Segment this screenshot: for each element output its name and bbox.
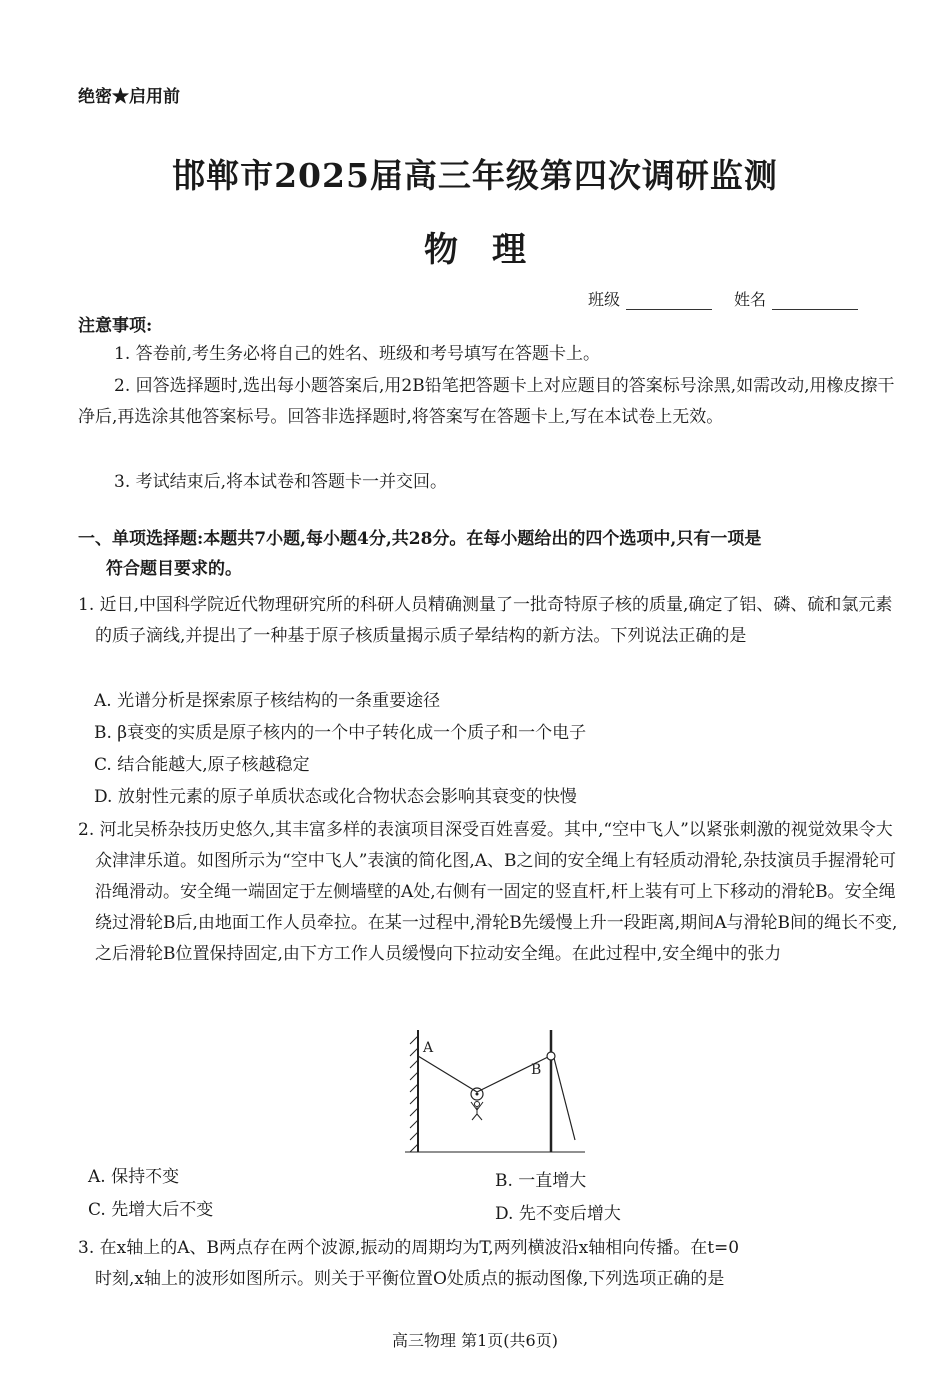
name-label: 姓名 — [734, 290, 767, 309]
confidential-mark: 绝密★启用前 — [78, 87, 180, 107]
note-item: 3. 考试结束后,将本试卷和答题卡一并交回。 — [114, 472, 448, 492]
name-blank — [772, 293, 858, 310]
q1-option-a: A. 光谱分析是探索原子核结构的一条重要途径 — [94, 691, 441, 711]
note-item: 2. 回答选择题时,选出每小题答案后,用2B铅笔把答题卡上对应题目的答案标号涂黑,如需改动,用橡皮擦干净后,再选涂其他答案标号。回答非选择题时,将答案写在答题卡上,写在本试卷上无效。 — [78, 376, 895, 427]
subject-title: 物理 — [424, 230, 560, 270]
question-3-line2: 时刻,x轴上的波形如图所示。则关于平衡位置O处质点的振动图像,下列选项正确的是 — [95, 1269, 725, 1289]
section-heading — [78, 524, 904, 584]
pulled-rope — [554, 1058, 575, 1140]
label-b: B — [531, 1062, 542, 1078]
acrobat-figure — [471, 1102, 483, 1121]
rope-left — [418, 1056, 477, 1092]
name-field — [734, 287, 858, 310]
label-a: A — [423, 1040, 434, 1056]
note-item: 1. 答卷前,考生务必将自己的姓名、班级和考号填写在答题卡上。 — [114, 344, 601, 364]
class-field — [588, 287, 712, 310]
section-heading-line: 符合题目要求的。 — [106, 559, 242, 579]
pulley-diagram — [405, 1022, 585, 1162]
class-blank — [626, 293, 712, 310]
student-info — [588, 287, 858, 310]
q2-option-d: D. 先不变后增大 — [495, 1204, 621, 1224]
question-2-stem: 2. 河北吴桥杂技历史悠久,其丰富多样的表演项目深受百姓喜爱。其中,“空中飞人”以紧张刺激的视觉效果令大众津津乐道。如图所示为“空中飞人”表演的简化图,A、B之间的安全绳上有轻质动滑轮,杂技演员手握滑轮可沿绳滑动。安全绳一端固定于左侧墙壁的A处,右侧有一固定的竖直杆,杆上装有可上下移动的滑轮B。安全绳绕过滑轮B后,由地面工作人员牵拉。在某一过程中,滑轮B先缓慢上升一段距离,期间A与滑轮B间的绳长不变,之后滑轮B位置保持固定,由下方工作人员缓慢向下拉动安全绳。在此过程中,安全绳中的张力 — [78, 820, 898, 964]
notes-title: 注意事项: — [78, 316, 153, 336]
q2-option-c: C. 先增大后不变 — [88, 1200, 214, 1220]
class-label: 班级 — [588, 290, 621, 309]
q1-option-b: B. β衰变的实质是原子核内的一个中子转化成一个质子和一个电子 — [94, 723, 587, 743]
q2-option-a: A. 保持不变 — [88, 1167, 180, 1187]
q1-option-c: C. 结合能越大,原子核越稳定 — [94, 755, 310, 775]
section-heading-line: 一、单项选择题:本题共7小题,每小题4分,共28分。在每小题给出的四个选项中,只有一项是 — [78, 529, 762, 549]
wall-hatch — [410, 1036, 418, 1152]
question-3-line1: 3. 在x轴上的A、B两点存在两个波源,振动的周期均为T,两列横波沿x轴相向传播。在t=0 — [78, 1238, 740, 1258]
q1-option-d: D. 放射性元素的原子单质状态或化合物状态会影响其衰变的快慢 — [94, 787, 577, 807]
q2-option-b: B. 一直增大 — [495, 1171, 587, 1191]
question-1-stem: 1. 近日,中国科学院近代物理研究所的科研人员精确测量了一批奇特原子核的质量,确定了铝、磷、硫和氯元素的质子滴线,并提出了一种基于原子核质量揭示质子晕结构的新方法。下列说法正确的是 — [78, 595, 893, 646]
page-footer: 高三物理 第1页(共6页) — [392, 1331, 558, 1350]
exam-title: 邯郸市2025届高三年级第四次调研监测 — [172, 156, 778, 195]
